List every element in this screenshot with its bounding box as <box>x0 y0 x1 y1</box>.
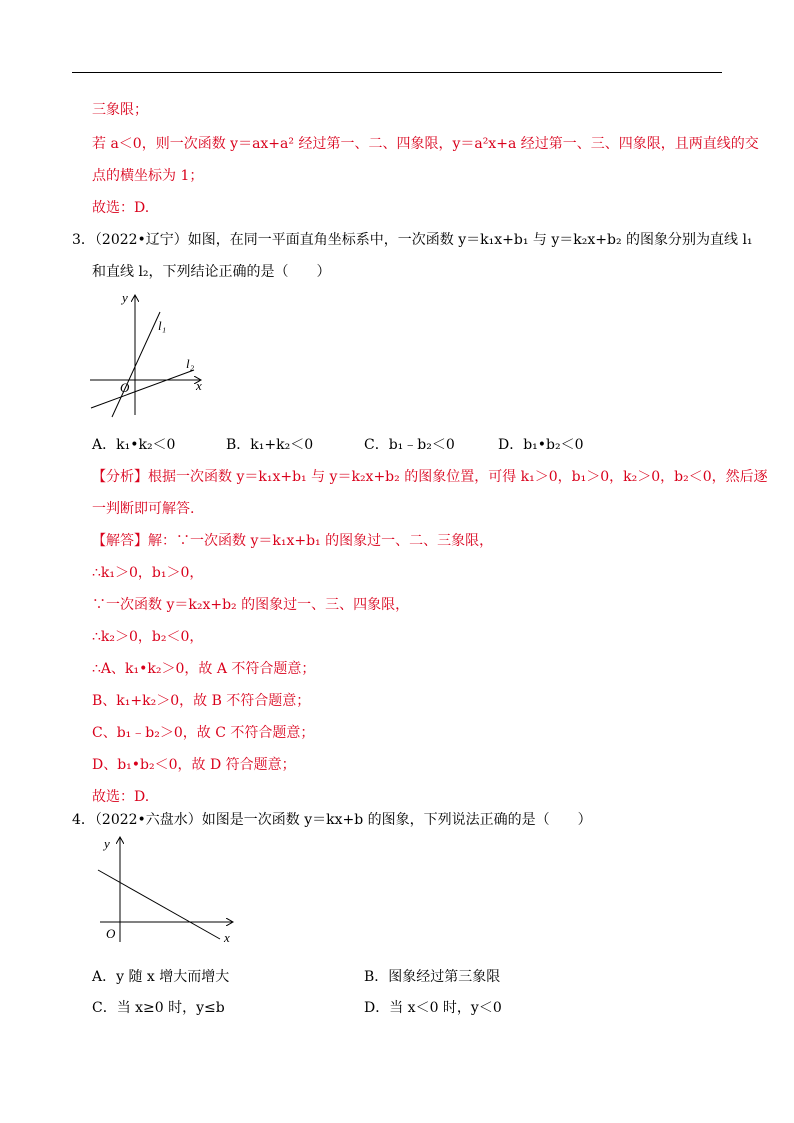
q3-stem-line-2: 和直线 l₂，下列结论正确的是（ ） <box>92 264 331 280</box>
header-rule <box>72 72 722 73</box>
q4-line <box>98 870 220 939</box>
intro-line-3: 点的横坐标为 1； <box>92 168 204 184</box>
q3-l2-label: l₂ <box>186 356 195 371</box>
q3-solution-line-7: C、b₁﹣b₂＞0，故 C 不符合题意； <box>92 725 315 741</box>
q4-stem: 4．（2022•六盘水）如图是一次函数 y＝kx+b 的图象，下列说法正确的是（ ） <box>72 812 592 828</box>
q3-solution-line-3: ∵一次函数 y＝k₂x+b₂ 的图象过一、三、四象限， <box>92 597 410 613</box>
q3-l1-label: l₁ <box>158 318 167 333</box>
q3-solution-line-4: ∴k₂＞0，b₂＜0， <box>92 629 204 645</box>
q3-analysis-line-1: 【分析】根据一次函数 y＝k₁x+b₁ 与 y＝k₂x+b₂ 的图象位置，可得 k₁＞0，b₁＞0，k₂＞0，b₂＜0，然后逐 <box>92 469 768 485</box>
q3-analysis-line-2: 一判断即可解答. <box>92 501 195 517</box>
q3-solution-line-2: ∴k₁＞0，b₁＞0， <box>92 565 204 581</box>
intro-line-2: 若 a＜0，则一次函数 y＝ax+a² 经过第一、二、四象限，y＝a²x+a 经过第一、三、四象限，且两直线的交 <box>92 136 759 152</box>
q3-stem-line-1: 3．（2022•辽宁）如图，在同一平面直角坐标系中，一次函数 y＝k₁x+b₁ 与 y＝k₂x+b₂ 的图象分别为直线 l₁ <box>72 232 753 248</box>
q3-option-a[interactable]: A．k₁•k₂＜0 <box>92 437 176 453</box>
q4-option-b[interactable]: B．图象经过第三象限 <box>364 969 501 985</box>
q3-option-c[interactable]: C．b₁﹣b₂＜0 <box>364 437 455 453</box>
q3-solution-line-5: ∴A、k₁•k₂＞0，故 A 不符合题意； <box>92 661 316 677</box>
q4-graph <box>96 832 241 947</box>
q4-option-c[interactable]: C．当 x≥0 时，y≤b <box>92 1000 225 1016</box>
q3-solution-line-8: D、b₁•b₂＜0，故 D 符合题意； <box>92 757 296 773</box>
q3-solution-line-1: 【解答】解：∵一次函数 y＝k₁x+b₁ 的图象过一、二、三象限， <box>92 533 494 549</box>
q3-line-l1 <box>112 312 160 417</box>
q3-origin-label: O <box>120 380 130 395</box>
q3-option-b[interactable]: B．k₁+k₂＜0 <box>226 437 314 453</box>
intro-line-1: 三象限； <box>92 102 148 118</box>
q3-solution-line-6: B、k₁+k₂＞0，故 B 不符合题意； <box>92 693 311 709</box>
q4-option-d[interactable]: D．当 x＜0 时，y＜0 <box>364 1000 502 1016</box>
q3-line-l2 <box>91 370 194 408</box>
q3-x-label: x <box>196 378 202 393</box>
q3-option-d[interactable]: D．b₁•b₂＜0 <box>498 437 584 453</box>
q3-y-label: y <box>122 290 128 305</box>
q3-graph <box>88 290 218 420</box>
q4-origin-label: O <box>106 926 116 941</box>
q3-solution-line-9: 故选：D. <box>92 789 150 805</box>
q4-x-label: x <box>224 930 230 945</box>
intro-line-4: 故选：D. <box>92 200 150 216</box>
q4-y-label: y <box>104 836 110 851</box>
q4-option-a[interactable]: A．y 随 x 增大而增大 <box>92 969 230 985</box>
